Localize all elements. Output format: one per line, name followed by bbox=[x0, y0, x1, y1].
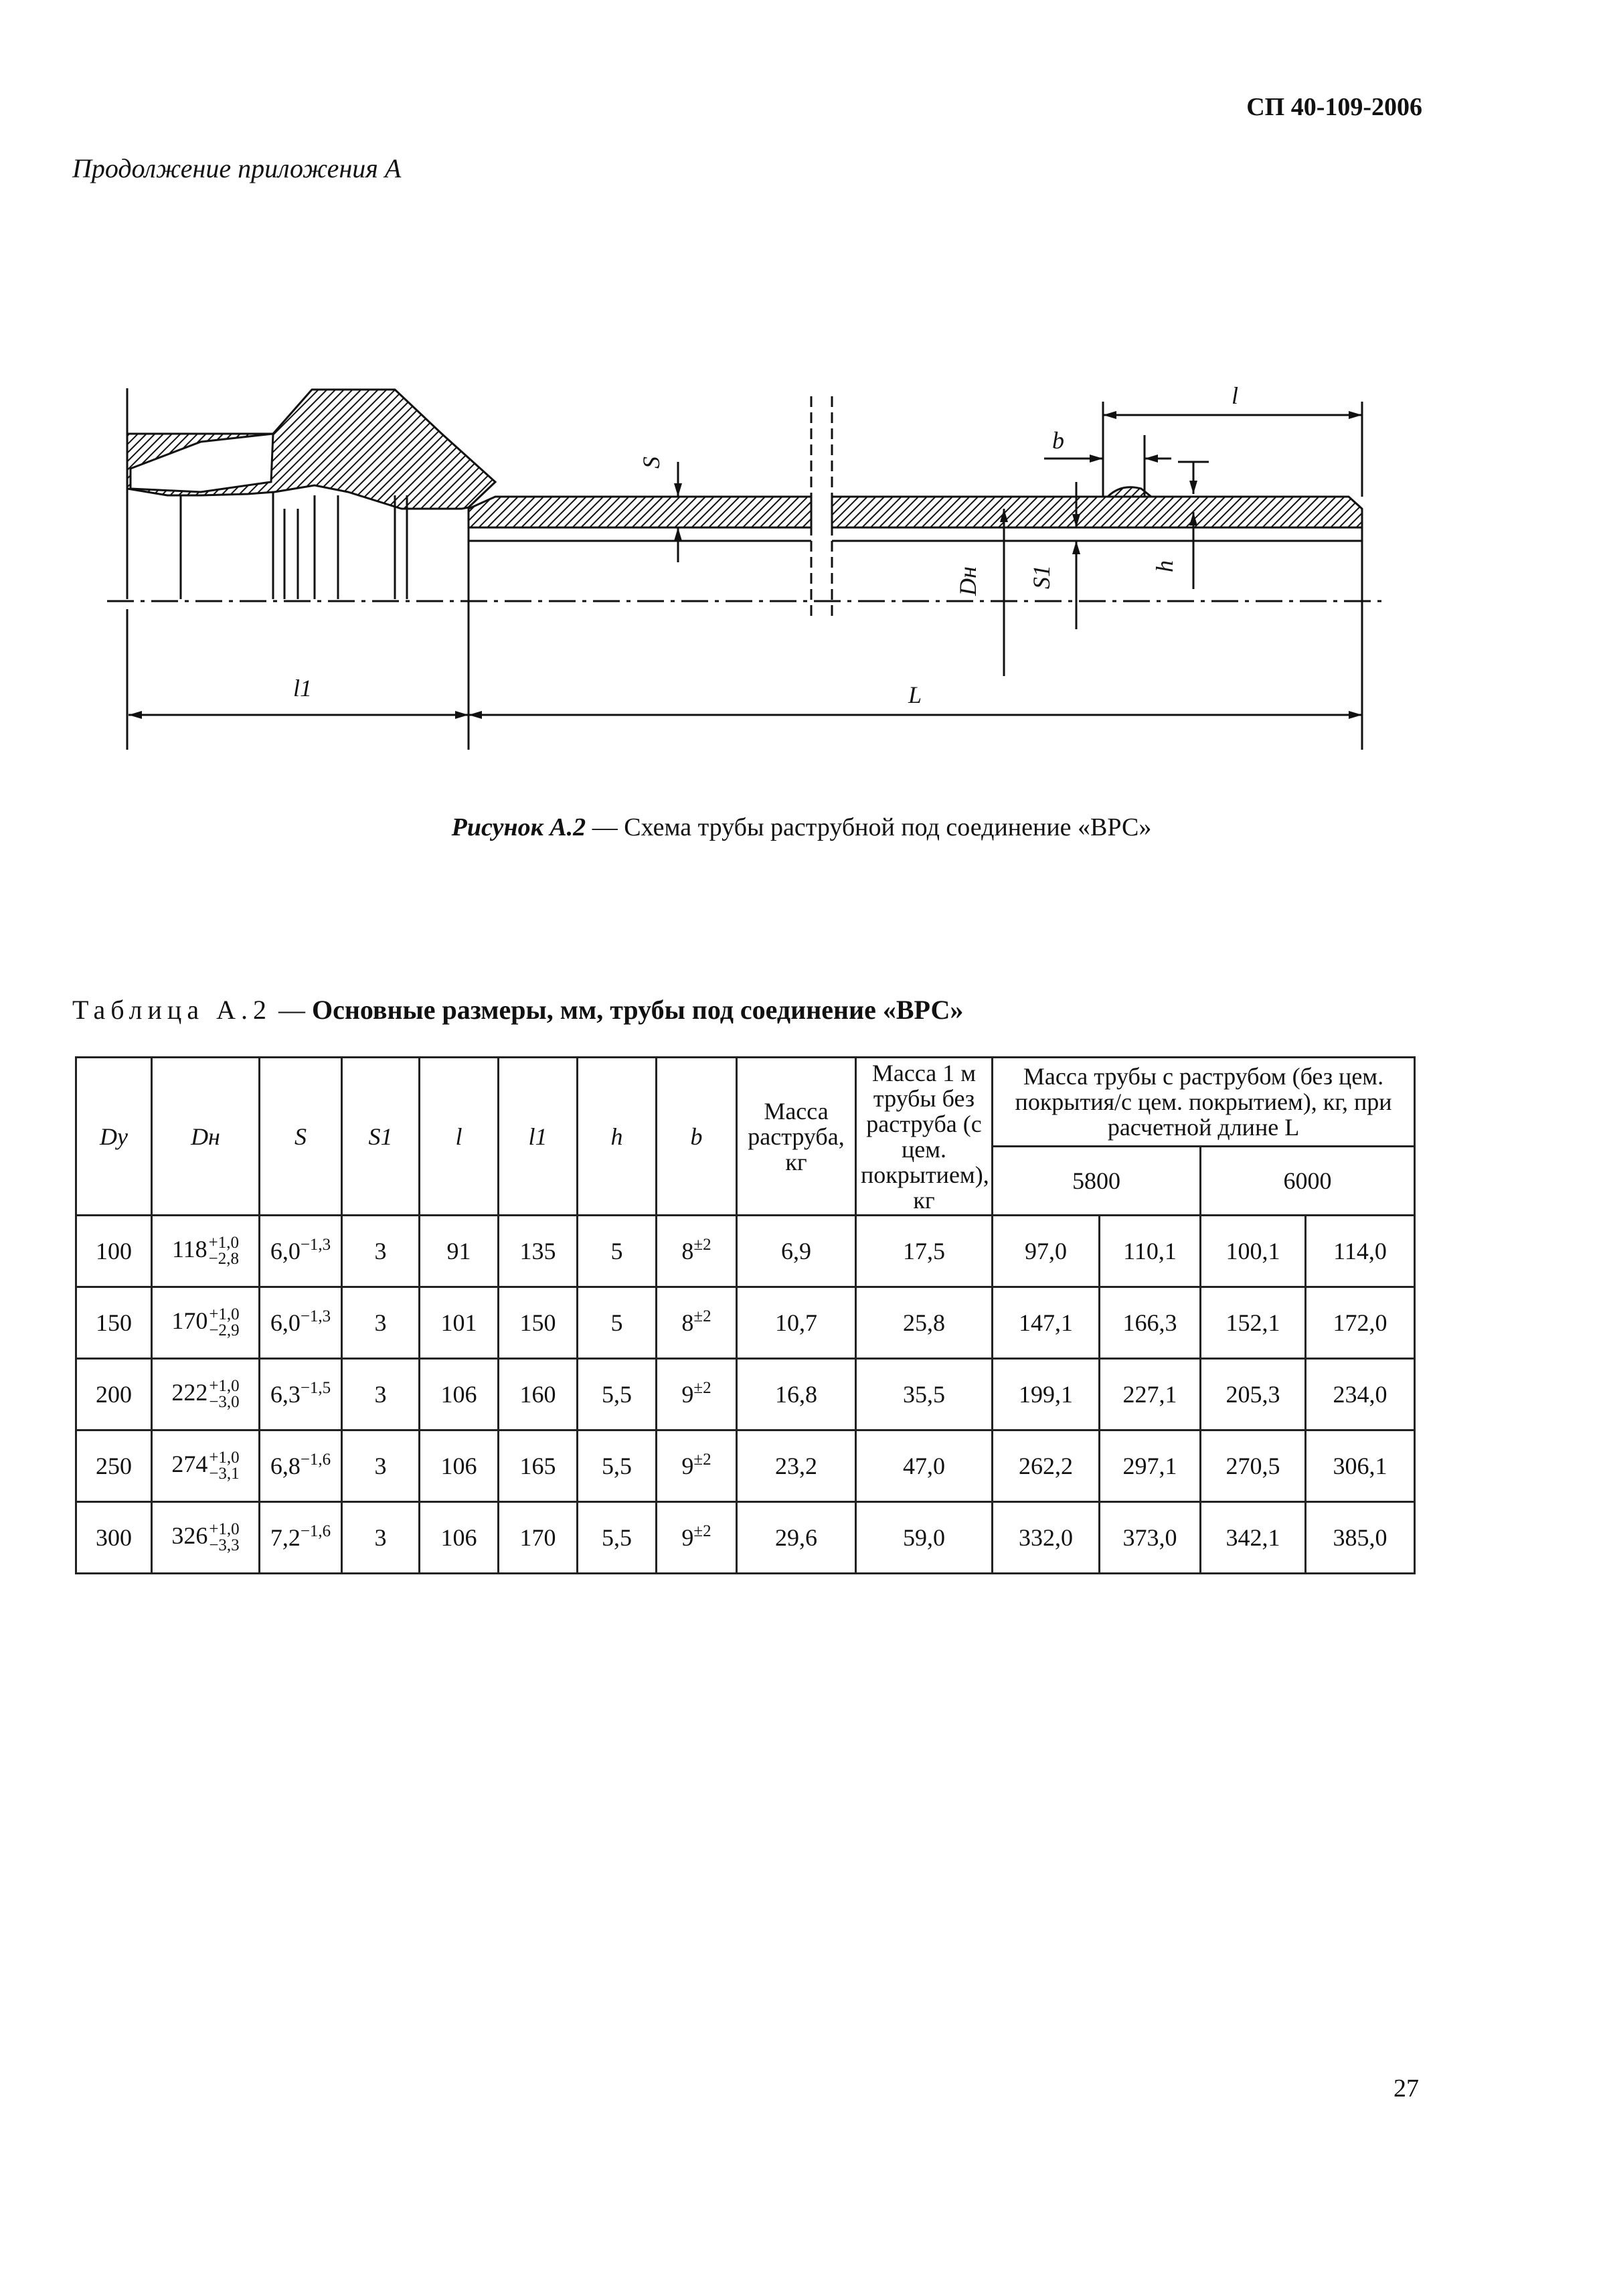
label-h: h bbox=[1151, 560, 1178, 572]
cell-mass-6000-b bbox=[1306, 1502, 1415, 1574]
l1-value: 150 bbox=[519, 1309, 556, 1336]
mass-1m-value: 35,5 bbox=[903, 1381, 945, 1408]
cell-dy bbox=[76, 1359, 152, 1430]
cell-mass-5800-a bbox=[993, 1359, 1100, 1430]
cell-mass-5800-b bbox=[1100, 1359, 1201, 1430]
caption-label: Рисунок А.2 bbox=[451, 813, 586, 841]
cell-mass-6000-a bbox=[1201, 1359, 1306, 1430]
dimensions-table bbox=[75, 1056, 1416, 1574]
label-l1: l1 bbox=[293, 675, 313, 702]
cell-mass-1m bbox=[856, 1216, 993, 1287]
header-len-6000: 6000 bbox=[1201, 1147, 1415, 1216]
dn-value: 118 bbox=[171, 1235, 207, 1262]
cell-s1 bbox=[342, 1430, 420, 1502]
dy-value: 300 bbox=[96, 1524, 132, 1551]
cell-l1 bbox=[499, 1216, 578, 1287]
cell-l bbox=[420, 1502, 499, 1574]
mass-6000-without-coating: 152,1 bbox=[1226, 1309, 1280, 1336]
s-tolerance: −1,3 bbox=[300, 1307, 331, 1325]
cell-s bbox=[260, 1502, 342, 1574]
cell-mass-5800-a bbox=[993, 1430, 1100, 1502]
b-value: 9 bbox=[681, 1381, 694, 1408]
dn-tol-lower: −3,1 bbox=[209, 1465, 240, 1483]
s1-value: 3 bbox=[374, 1238, 387, 1264]
cell-b bbox=[657, 1430, 737, 1502]
cell-h bbox=[578, 1216, 657, 1287]
mass-socket-value: 23,2 bbox=[775, 1453, 817, 1479]
cell-mass-6000-a bbox=[1201, 1430, 1306, 1502]
dy-value: 200 bbox=[96, 1381, 132, 1408]
table-row bbox=[76, 1359, 1415, 1430]
cell-s1 bbox=[342, 1216, 420, 1287]
cell-dy bbox=[76, 1502, 152, 1574]
dn-tolerance bbox=[209, 1450, 239, 1482]
b-value: 8 bbox=[681, 1238, 694, 1264]
dn-tol-lower: −3,3 bbox=[209, 1536, 240, 1555]
mass-6000-with-coating: 114,0 bbox=[1333, 1238, 1387, 1264]
cell-mass-5800-b bbox=[1100, 1216, 1201, 1287]
mass-6000-with-coating: 234,0 bbox=[1333, 1381, 1387, 1408]
cell-mass-6000-a bbox=[1201, 1287, 1306, 1359]
dn-tol-upper: +1,0 bbox=[209, 1449, 240, 1467]
b-tolerance: ±2 bbox=[693, 1451, 711, 1469]
mass-5800-without-coating: 332,0 bbox=[1019, 1524, 1073, 1551]
cell-dn bbox=[152, 1359, 260, 1430]
cell-mass-6000-b bbox=[1306, 1216, 1415, 1287]
label-S1: S1 bbox=[1028, 565, 1055, 589]
dn-tolerance bbox=[209, 1235, 239, 1267]
b-value: 9 bbox=[681, 1524, 694, 1551]
l-value: 91 bbox=[446, 1238, 471, 1264]
dn-value: 170 bbox=[171, 1307, 208, 1334]
mass-5800-with-coating: 227,1 bbox=[1122, 1381, 1177, 1408]
mass-5800-with-coating: 110,1 bbox=[1123, 1238, 1177, 1264]
header-mass-pipe: Масса трубы с раструбом (без цем. покрытия/с цем. покрытием), кг, при расчетной длине L bbox=[993, 1058, 1415, 1147]
dn-tol-lower: −3,0 bbox=[209, 1393, 240, 1412]
cell-mass-5800-b bbox=[1100, 1287, 1201, 1359]
l1-value: 160 bbox=[519, 1381, 556, 1408]
table-title-dash: — bbox=[271, 995, 312, 1025]
cell-mass-1m bbox=[856, 1430, 993, 1502]
s-value: 7,2 bbox=[270, 1524, 301, 1551]
dn-tol-upper: +1,0 bbox=[209, 1305, 240, 1324]
dn-value: 326 bbox=[171, 1522, 208, 1549]
cell-mass-socket bbox=[737, 1287, 856, 1359]
table-body bbox=[76, 1216, 1415, 1574]
cell-mass-6000-b bbox=[1306, 1287, 1415, 1359]
cell-mass-socket bbox=[737, 1359, 856, 1430]
cell-mass-5800-a bbox=[993, 1502, 1100, 1574]
cell-l bbox=[420, 1359, 499, 1430]
cell-l1 bbox=[499, 1359, 578, 1430]
cell-mass-6000-a bbox=[1201, 1502, 1306, 1574]
mass-5800-without-coating: 262,2 bbox=[1019, 1453, 1073, 1479]
mass-5800-with-coating: 166,3 bbox=[1122, 1309, 1177, 1336]
s-tolerance: −1,6 bbox=[300, 1451, 331, 1469]
mass-6000-with-coating: 172,0 bbox=[1333, 1309, 1387, 1336]
cell-mass-5800-b bbox=[1100, 1502, 1201, 1574]
table-row bbox=[76, 1216, 1415, 1287]
label-Dn: Dн bbox=[954, 566, 981, 596]
s-value: 6,8 bbox=[270, 1453, 301, 1479]
cell-l bbox=[420, 1216, 499, 1287]
header-s: S bbox=[260, 1058, 342, 1216]
cell-s bbox=[260, 1216, 342, 1287]
s-tolerance: −1,3 bbox=[300, 1236, 331, 1254]
s-value: 6,3 bbox=[270, 1381, 301, 1408]
mass-1m-value: 17,5 bbox=[903, 1238, 945, 1264]
header-dy: Dу bbox=[76, 1058, 152, 1216]
header-mass-1m: Масса 1 м трубы без раструба (с цем. покрытием), кг bbox=[856, 1058, 993, 1216]
header-b: b bbox=[657, 1058, 737, 1216]
dn-value: 222 bbox=[171, 1378, 208, 1406]
document-code: СП 40-109-2006 bbox=[1246, 93, 1422, 121]
label-b: b bbox=[1052, 427, 1064, 454]
cell-b bbox=[657, 1359, 737, 1430]
b-tolerance: ±2 bbox=[693, 1522, 711, 1540]
table-row bbox=[76, 1430, 1415, 1502]
s-tolerance: −1,6 bbox=[300, 1522, 331, 1540]
mass-1m-value: 47,0 bbox=[903, 1453, 945, 1479]
cell-s1 bbox=[342, 1359, 420, 1430]
mass-5800-without-coating: 97,0 bbox=[1025, 1238, 1067, 1264]
cell-dn bbox=[152, 1502, 260, 1574]
l-value: 106 bbox=[440, 1381, 477, 1408]
cell-mass-1m bbox=[856, 1502, 993, 1574]
barrel-wall-right bbox=[832, 497, 1362, 527]
cell-mass-5800-a bbox=[993, 1216, 1100, 1287]
figure-caption bbox=[0, 813, 1603, 842]
l1-value: 170 bbox=[519, 1524, 556, 1551]
appendix-continuation: Продолжение приложения А bbox=[72, 153, 402, 183]
cell-mass-5800-b bbox=[1100, 1430, 1201, 1502]
mass-6000-with-coating: 385,0 bbox=[1333, 1524, 1387, 1551]
dn-tol-upper: +1,0 bbox=[209, 1377, 240, 1396]
mass-socket-value: 10,7 bbox=[775, 1309, 817, 1336]
cell-dy bbox=[76, 1287, 152, 1359]
header-s1: S1 bbox=[342, 1058, 420, 1216]
b-value: 9 bbox=[681, 1453, 694, 1479]
barrel-wall-left bbox=[469, 497, 811, 527]
caption-text: — Схема трубы раструбной под соединение «ВРС» bbox=[586, 813, 1152, 841]
dn-tolerance bbox=[209, 1378, 239, 1410]
dy-value: 100 bbox=[96, 1238, 132, 1264]
cell-h bbox=[578, 1287, 657, 1359]
dn-tol-upper: +1,0 bbox=[209, 1520, 240, 1539]
dy-value: 150 bbox=[96, 1309, 132, 1336]
header-dn: Dн bbox=[152, 1058, 260, 1216]
b-tolerance: ±2 bbox=[693, 1307, 711, 1325]
mass-1m-value: 59,0 bbox=[903, 1524, 945, 1551]
cell-mass-socket bbox=[737, 1216, 856, 1287]
dn-tol-upper: +1,0 bbox=[208, 1234, 240, 1252]
h-value: 5 bbox=[610, 1309, 623, 1336]
h-value: 5 bbox=[610, 1238, 623, 1264]
dn-tol-lower: −2,8 bbox=[208, 1250, 240, 1268]
cell-dn bbox=[152, 1216, 260, 1287]
header-h: h bbox=[578, 1058, 657, 1216]
b-value: 8 bbox=[681, 1309, 694, 1336]
s1-value: 3 bbox=[374, 1309, 387, 1336]
s-value: 6,0 bbox=[270, 1238, 301, 1264]
cell-b bbox=[657, 1502, 737, 1574]
cell-s1 bbox=[342, 1502, 420, 1574]
header-mass-socket: Масса раструба, кг bbox=[737, 1058, 856, 1216]
dn-tol-lower: −2,9 bbox=[209, 1321, 240, 1340]
s1-value: 3 bbox=[374, 1381, 387, 1408]
cell-mass-6000-a bbox=[1201, 1216, 1306, 1287]
cell-dn bbox=[152, 1430, 260, 1502]
l1-value: 135 bbox=[519, 1238, 556, 1264]
mass-6000-without-coating: 342,1 bbox=[1226, 1524, 1280, 1551]
cell-mass-1m bbox=[856, 1359, 993, 1430]
h-value: 5,5 bbox=[602, 1381, 632, 1408]
b-tolerance: ±2 bbox=[693, 1379, 711, 1397]
s1-value: 3 bbox=[374, 1524, 387, 1551]
cell-mass-5800-a bbox=[993, 1287, 1100, 1359]
table-name: Основные размеры, мм, трубы под соединение «ВРС» bbox=[311, 995, 964, 1025]
s-tolerance: −1,5 bbox=[300, 1379, 331, 1397]
mass-6000-without-coating: 100,1 bbox=[1226, 1238, 1280, 1264]
cell-l bbox=[420, 1287, 499, 1359]
dn-value: 274 bbox=[171, 1450, 208, 1477]
cell-mass-socket bbox=[737, 1502, 856, 1574]
cell-s bbox=[260, 1287, 342, 1359]
l-value: 106 bbox=[440, 1524, 477, 1551]
break-lines bbox=[811, 396, 832, 616]
mass-6000-with-coating: 306,1 bbox=[1333, 1453, 1387, 1479]
label-S: S bbox=[638, 457, 665, 469]
cell-h bbox=[578, 1502, 657, 1574]
cell-b bbox=[657, 1216, 737, 1287]
label-l: l bbox=[1232, 382, 1239, 409]
dy-value: 250 bbox=[96, 1453, 132, 1479]
cell-mass-socket bbox=[737, 1430, 856, 1502]
cell-l1 bbox=[499, 1287, 578, 1359]
mass-6000-without-coating: 205,3 bbox=[1226, 1381, 1280, 1408]
pipe-diagram bbox=[0, 0, 1603, 803]
h-value: 5,5 bbox=[602, 1453, 632, 1479]
mass-socket-value: 16,8 bbox=[775, 1381, 817, 1408]
label-L: L bbox=[908, 681, 922, 708]
cell-h bbox=[578, 1359, 657, 1430]
table-title bbox=[72, 994, 963, 1026]
mass-socket-value: 29,6 bbox=[775, 1524, 817, 1551]
table-row bbox=[76, 1502, 1415, 1574]
mass-5800-without-coating: 147,1 bbox=[1019, 1309, 1073, 1336]
cell-l1 bbox=[499, 1430, 578, 1502]
header-len-5800: 5800 bbox=[993, 1147, 1201, 1216]
mass-5800-without-coating: 199,1 bbox=[1019, 1381, 1073, 1408]
mass-1m-value: 25,8 bbox=[903, 1309, 945, 1336]
cell-l1 bbox=[499, 1502, 578, 1574]
header-l1: l1 bbox=[499, 1058, 578, 1216]
page-number: 27 bbox=[1394, 2074, 1419, 2103]
cell-s1 bbox=[342, 1287, 420, 1359]
cell-dy bbox=[76, 1430, 152, 1502]
b-tolerance: ±2 bbox=[693, 1236, 711, 1254]
s1-value: 3 bbox=[374, 1453, 387, 1479]
table-row bbox=[76, 1287, 1415, 1359]
h-value: 5,5 bbox=[602, 1524, 632, 1551]
mass-5800-with-coating: 373,0 bbox=[1122, 1524, 1177, 1551]
mass-6000-without-coating: 270,5 bbox=[1226, 1453, 1280, 1479]
cell-l bbox=[420, 1430, 499, 1502]
mass-5800-with-coating: 297,1 bbox=[1122, 1453, 1177, 1479]
cell-mass-6000-b bbox=[1306, 1359, 1415, 1430]
cell-s bbox=[260, 1430, 342, 1502]
s-value: 6,0 bbox=[270, 1309, 301, 1336]
dn-tolerance bbox=[209, 1522, 239, 1554]
cell-s bbox=[260, 1359, 342, 1430]
cell-h bbox=[578, 1430, 657, 1502]
l1-value: 165 bbox=[519, 1453, 556, 1479]
dn-tolerance bbox=[209, 1307, 239, 1339]
cell-mass-6000-b bbox=[1306, 1430, 1415, 1502]
mass-socket-value: 6,9 bbox=[781, 1238, 811, 1264]
table-label: Таблица А.2 bbox=[72, 995, 272, 1025]
cell-dn bbox=[152, 1287, 260, 1359]
header-l: l bbox=[420, 1058, 499, 1216]
cell-b bbox=[657, 1287, 737, 1359]
cell-dy bbox=[76, 1216, 152, 1287]
l-value: 101 bbox=[440, 1309, 477, 1336]
cell-mass-1m bbox=[856, 1287, 993, 1359]
l-value: 106 bbox=[440, 1453, 477, 1479]
